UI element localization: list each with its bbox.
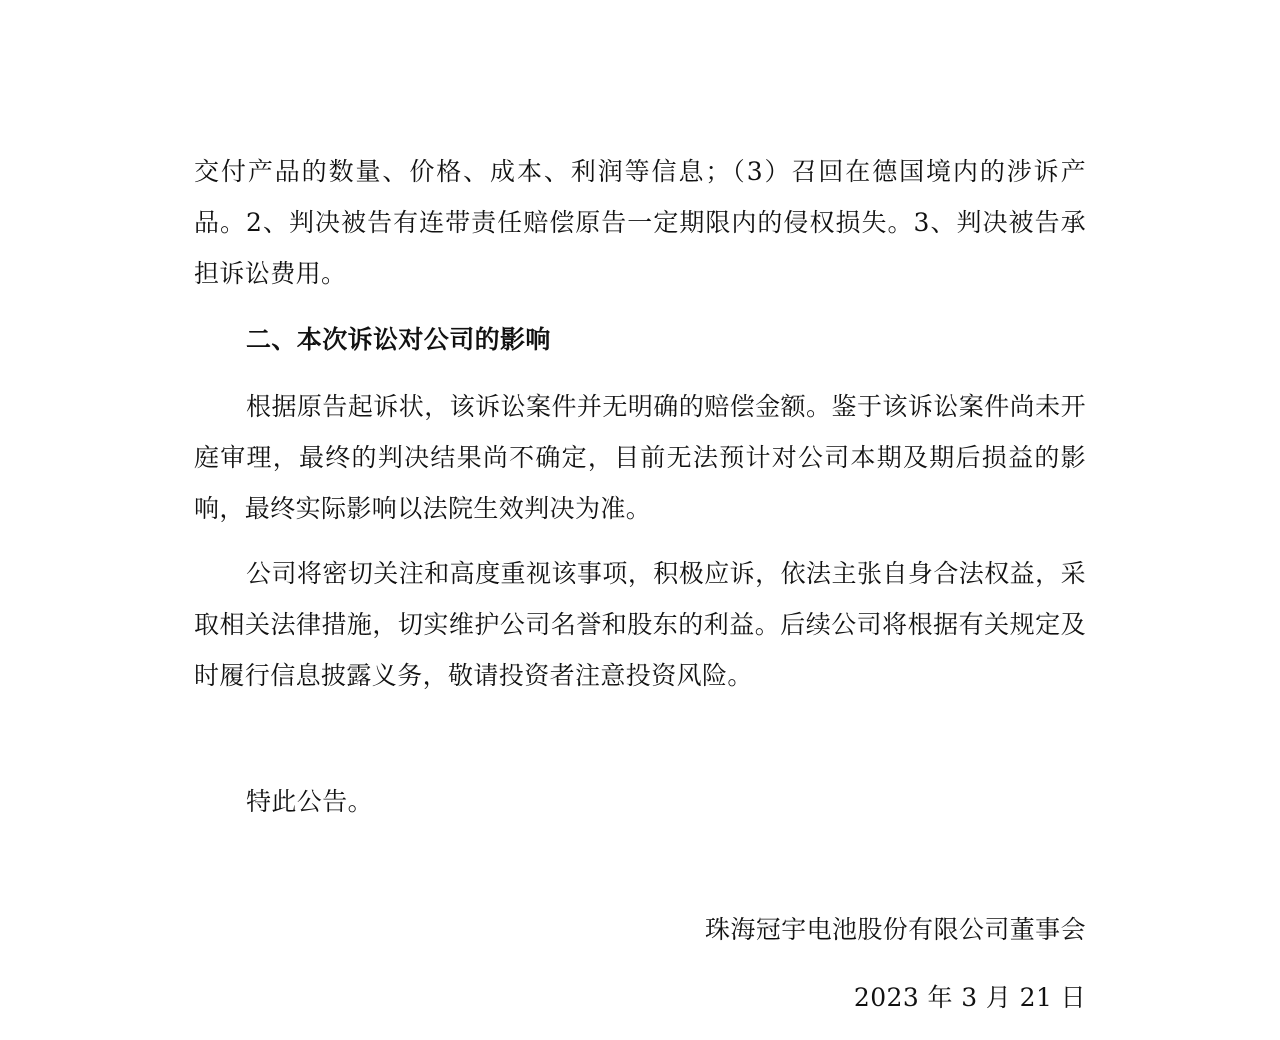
intro-paragraph-text: 交付产品的数量、价格、成本、利润等信息；（3）召回在德国境内的涉诉产品。2、判决被告有连带责任赔偿原告一定期限内的侵权损失。3、判决被告承担诉讼费用。 xyxy=(194,157,1086,288)
impact-paragraph xyxy=(194,381,1086,534)
signer-name: 珠海冠宇电池股份有限公司董事会 xyxy=(704,915,1086,944)
announcement-date: 2023 年 3 月 21 日 xyxy=(853,983,1086,1012)
section-heading: 二、本次诉讼对公司的影响 xyxy=(246,325,551,354)
impact-paragraph-text: 根据原告起诉状，该诉讼案件并无明确的赔偿金额。鉴于该诉讼案件尚未开庭审理，最终的判决结果尚不确定，目前无法预计对公司本期及期后损益的影响，最终实际影响以法院生效判决为准。 xyxy=(194,392,1086,523)
commitment-paragraph-text: 公司将密切关注和高度重视该事项，积极应诉，依法主张自身合法权益，采取相关法律措施，切实维护公司名誉和股东的利益。后续公司将根据有关规定及时履行信息披露义务，敬请投资者注意投资风险。 xyxy=(194,559,1086,690)
intro-paragraph xyxy=(194,146,1086,299)
closing-statement: 特此公告。 xyxy=(246,787,374,816)
commitment-paragraph xyxy=(194,548,1086,701)
